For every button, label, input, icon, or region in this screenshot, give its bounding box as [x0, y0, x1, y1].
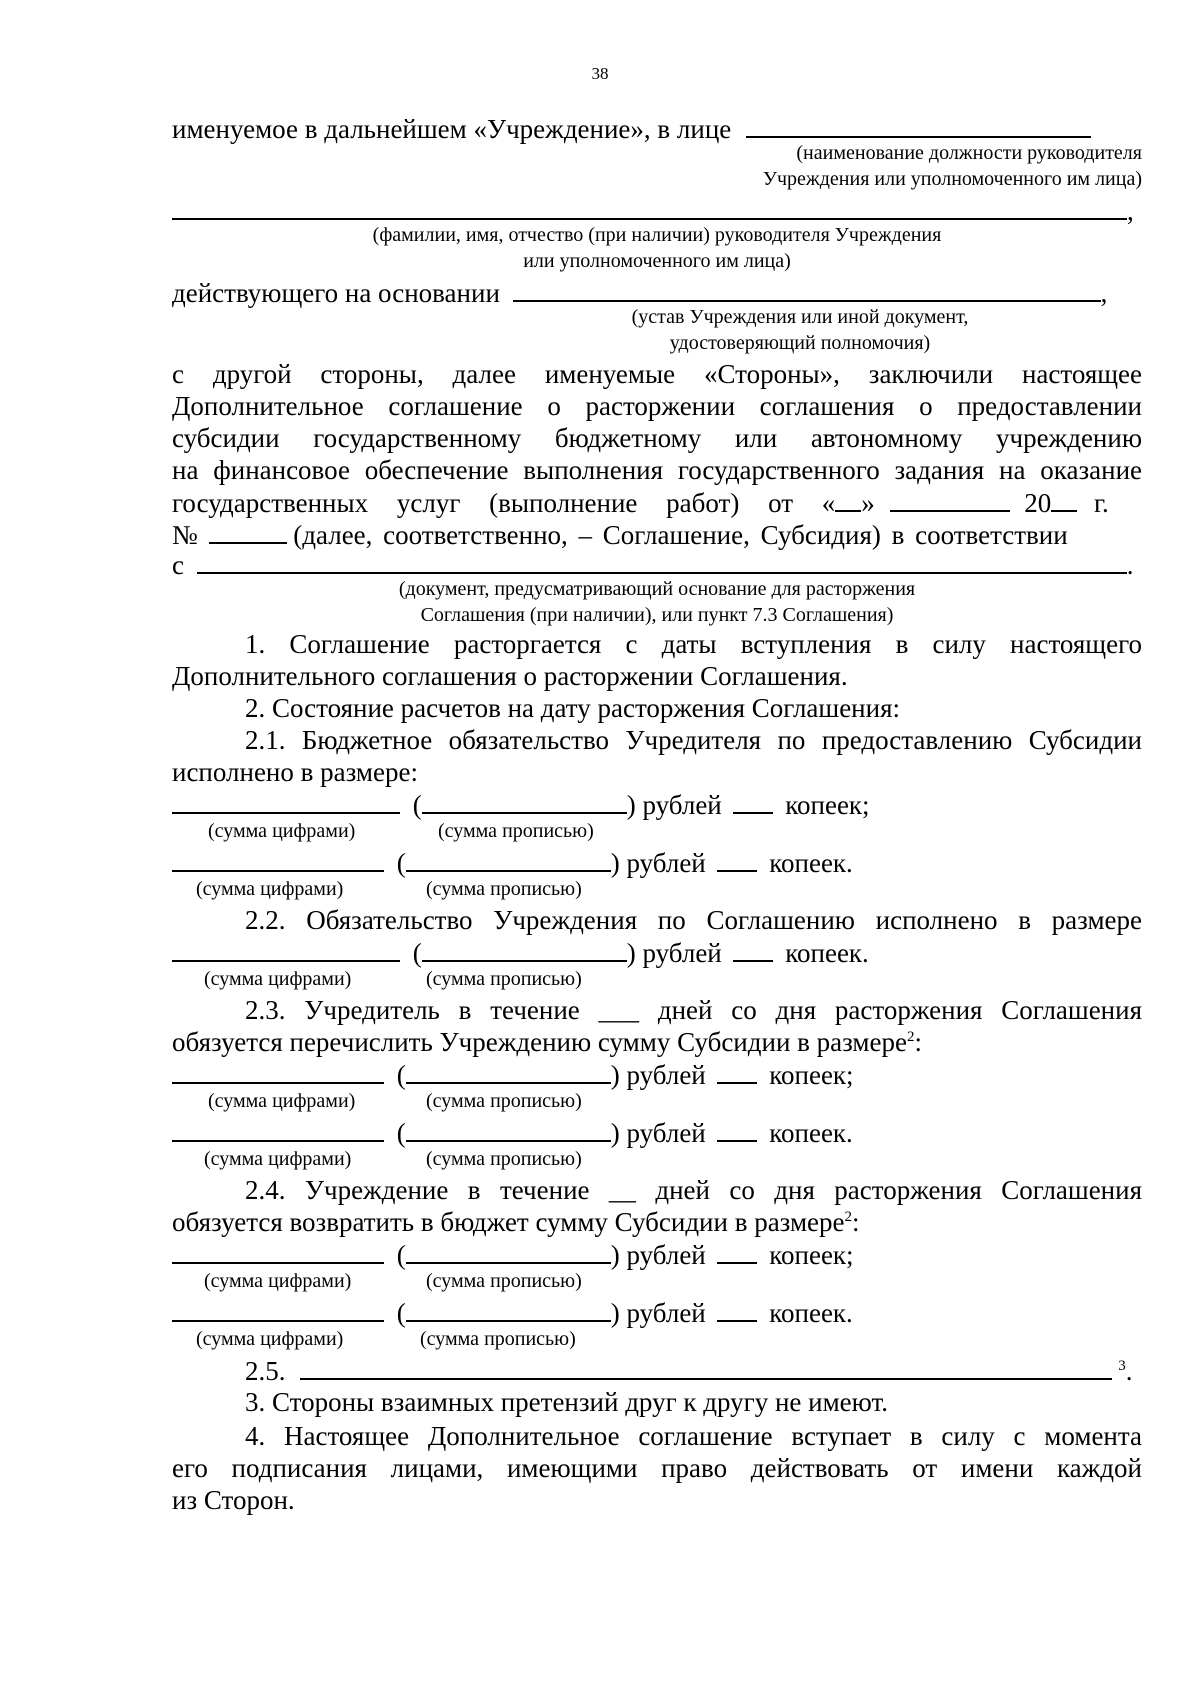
amount-digits-blank[interactable] [172, 788, 400, 814]
footnote-ref-2[interactable]: 2 [906, 1029, 915, 1045]
caption-digits: (сумма цифрами) [196, 1328, 344, 1350]
kopecks-blank[interactable] [717, 1296, 757, 1322]
kopecks-blank[interactable] [717, 1116, 757, 1142]
caption-words: (сумма прописью) [426, 878, 582, 900]
item4-line1: 4. Настоящее Дополнительное соглашение вступает в силу с момента [245, 1421, 1142, 1451]
amount-digits-blank[interactable] [172, 1296, 384, 1322]
caption-digits: (сумма цифрами) [196, 878, 344, 900]
amount-row: ( ) рублей копеек. [172, 936, 1142, 969]
caption-digits: (сумма цифрами) [204, 1148, 352, 1170]
caption-termination: (документ, предусматривающий основание для расторжения [398, 578, 916, 600]
caption-words: (сумма прописью) [420, 1328, 576, 1350]
year-blank[interactable] [1051, 486, 1077, 512]
intro-text: именуемое в дальнейшем «Учреждение», в лице [172, 114, 732, 144]
caption-digits: (сумма цифрами) [204, 968, 352, 990]
amount-row: ( ) рублей копеек. [172, 1116, 1142, 1149]
amount-digits-blank[interactable] [172, 1238, 384, 1264]
item3: 3. Стороны взаимных претензий друг к другу не имеют. [245, 1387, 889, 1417]
caption-digits: (сумма цифрами) [208, 820, 356, 842]
caption-position-2: Учреждения или уполномоченного им лица) [762, 168, 1142, 190]
para1-line5: государственных услуг (выполнение работ) от « » 20 г. [172, 488, 1109, 518]
para1-line3: субсидии государственному бюджетному или автономному учреждению [172, 423, 1142, 453]
caption-words: (сумма прописью) [426, 968, 582, 990]
caption-termination-2: Соглашения (при наличии), или пункт 7.3 Соглашения) [420, 604, 894, 626]
fullname-line: , [172, 194, 1142, 227]
amount-digits-blank[interactable] [172, 1116, 384, 1142]
item2: 2. Состояние расчетов на дату расторжения Соглашения: [245, 693, 901, 723]
para1-line2: Дополнительное соглашение о расторжении соглашения о предоставлении [172, 391, 1142, 421]
para1-line4: на финансовое обеспечение выполнения государственного задания на оказание [172, 455, 1142, 485]
kopecks-blank[interactable] [717, 846, 757, 872]
amount-digits-blank[interactable] [172, 936, 400, 962]
basis-blank[interactable] [513, 276, 1101, 302]
item25: 2.5. $^3$. [245, 1356, 1133, 1386]
para1-line7: с . [172, 550, 1134, 580]
basis-line: действующего на основании , [172, 278, 1108, 308]
amount-digits-blank[interactable] [172, 846, 384, 872]
para1-line1: с другой стороны, далее именуемые «Стороны», заключили настоящее [172, 359, 1142, 389]
item21-line2: исполнено в размере: [172, 757, 418, 787]
amount-words-blank[interactable] [422, 788, 627, 814]
caption-basis: (устав Учреждения или иной документ, [631, 306, 969, 328]
month-blank[interactable] [890, 486, 1010, 512]
amount-words-blank[interactable] [406, 1296, 611, 1322]
item25-blank[interactable] [300, 1354, 1112, 1380]
kopecks-blank[interactable] [733, 788, 773, 814]
caption-words: (сумма прописью) [426, 1090, 582, 1112]
amount-words-blank[interactable] [406, 1116, 611, 1142]
item22-line1: 2.2. Обязательство Учреждения по Соглашению исполнено в размере [245, 905, 1142, 935]
footnote-ref-3[interactable]: 3 [1118, 1358, 1126, 1374]
amount-row: ( ) рублей копеек; [172, 788, 1142, 821]
footnote-ref-2[interactable]: 2 [844, 1209, 853, 1225]
day-blank[interactable] [835, 486, 861, 512]
amount-digits-blank[interactable] [172, 1058, 384, 1084]
amount-words-blank[interactable] [422, 936, 627, 962]
amount-words-blank[interactable] [406, 1238, 611, 1264]
basis-text: действующего на основании [172, 278, 500, 308]
kopecks-blank[interactable] [717, 1058, 757, 1084]
amount-words-blank[interactable] [406, 1058, 611, 1084]
amount-words-blank[interactable] [406, 846, 611, 872]
amount-row: ( ) рублей копеек. [172, 1296, 1142, 1329]
item24-line2: обязуется возвратить в бюджет сумму Субсидии в размере$^2$: [172, 1207, 860, 1237]
caption-digits: (сумма цифрами) [204, 1270, 352, 1292]
fullname-blank[interactable] [172, 194, 1127, 220]
amount-row: ( ) рублей копеек. [172, 846, 1142, 879]
page-number: 38 [591, 64, 609, 83]
kopecks-blank[interactable] [733, 936, 773, 962]
item4-line2: его подписания лицами, имеющими право действовать от имени каждой [172, 1453, 1142, 1483]
caption-words: (сумма прописью) [438, 820, 594, 842]
caption-fullname: (фамилии, имя, отчество (при наличии) руководителя Учреждения [372, 224, 942, 246]
kopecks-blank[interactable] [717, 1238, 757, 1264]
amount-row: ( ) рублей копеек; [172, 1058, 1142, 1091]
caption-words: (сумма прописью) [426, 1148, 582, 1170]
caption-position: (наименование должности руководителя [796, 142, 1142, 164]
caption-digits: (сумма цифрами) [208, 1090, 356, 1112]
termination-basis-blank[interactable] [197, 548, 1127, 574]
item21-line1: 2.1. Бюджетное обязательство Учредителя по предоставлению Субсидии [245, 725, 1142, 755]
agreement-number-blank[interactable] [209, 518, 287, 544]
item4-line3: из Сторон. [172, 1485, 295, 1515]
item23-line2: обязуется перечислить Учреждению сумму Субсидии в размере$^2$: [172, 1027, 922, 1057]
item1-line2: Дополнительного соглашения о расторжении Соглашения. [172, 661, 848, 691]
item23-line1: 2.3. Учредитель в течение ___ дней со дня расторжения Соглашения [245, 995, 1142, 1025]
item24-line1: 2.4. Учреждение в течение __ дней со дня расторжения Соглашения [245, 1175, 1142, 1205]
para1-line6: № (далее, соответственно, – Соглашение, Субсидия) в соответствии [172, 520, 1068, 550]
caption-words: (сумма прописью) [426, 1270, 582, 1292]
amount-row: ( ) рублей копеек; [172, 1238, 1142, 1271]
item1-line1: 1. Соглашение расторгается с даты вступления в силу настоящего [245, 629, 1142, 659]
caption-fullname-2: или уполномоченного им лица) [523, 250, 791, 272]
caption-basis-2: удостоверяющий полномочия) [669, 332, 931, 354]
head-position-blank[interactable] [746, 112, 1091, 138]
